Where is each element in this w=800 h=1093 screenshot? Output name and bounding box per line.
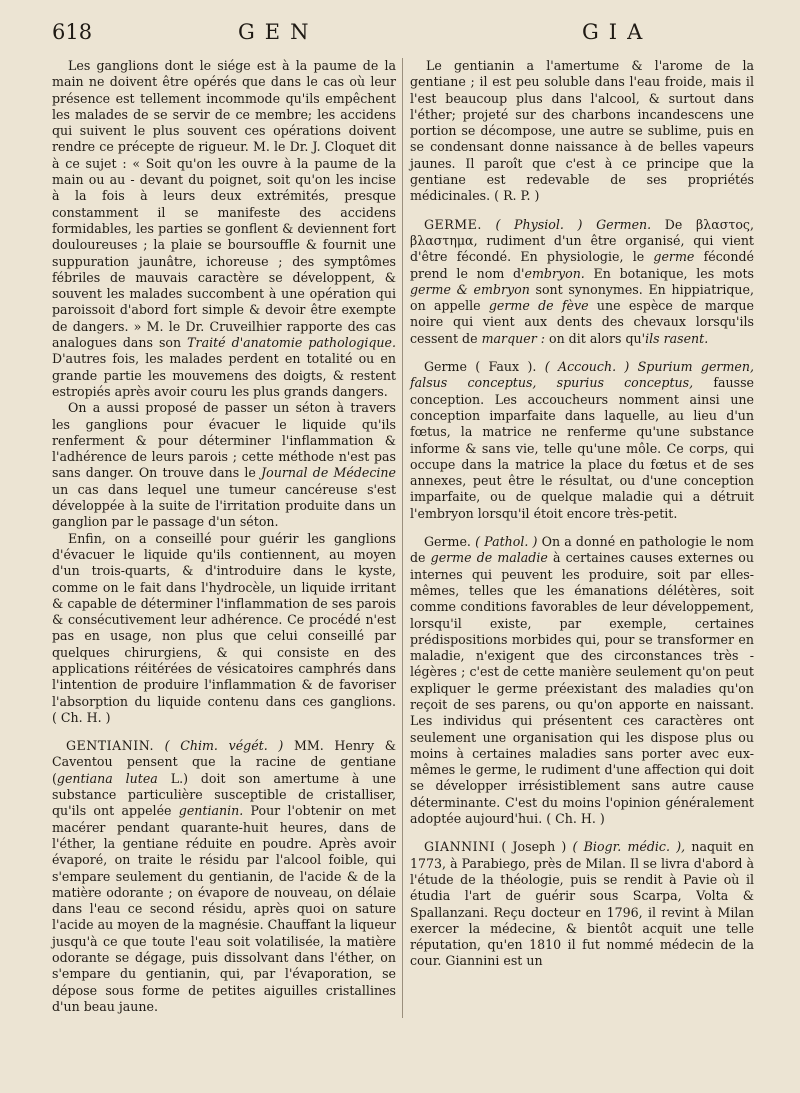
- entry-gentianin: GENTIANIN. ( Chim. végét. ) MM. Henry & Caventou pensent que la racine de gentiane (gentiana lutea L.) doit son amertume à une substance particulière susceptible de cristalliser, qu'ils ont appelée gentianin. Pour l'obtenir on met macérer pendant quarante-huit heures, dans de l'éther, la gentiane réduite en poudre. Après avoir évaporé, on traite le résidu par l'alcool foible, qui s'empare seulement du gentianin, de l'acide & de la matière odorante ; on évapore de nouveau, on délaie dans l'eau ce second résidu, après quoi on sature l'acide au moyen de la magnésie. Chauffant la liqueur jusqu'à ce que toute l'eau soit volatilisée, la matière odorante se dégage, puis dissolvant dans l'éther, on s'empare du gentianin, qui, par l'évaporation, se dépose sous forme de petites aiguilles cristallines d'un beau jaune.: [52, 738, 396, 1014]
- left-running-head: GEN: [238, 20, 319, 44]
- entry-headword: Germe: [424, 359, 467, 375]
- entry-field: ( Accouch. ): [544, 359, 630, 375]
- entry-headword: Germe.: [424, 534, 471, 550]
- author-signature: ( Ch. H. ): [52, 709, 111, 725]
- entry-headword: GIANNINI: [424, 839, 496, 855]
- left-column: [52, 58, 396, 1015]
- entry-germe-faux: Germe ( Faux ). ( Accouch. ) Spurium germen, falsus conceptus, spurius conceptus, fausse conception. Les accoucheurs nomment ainsi une conception imparfaite dans laquelle, au lieu d'un fœtus, la matrice ne renferme qu'une substance informe & sans vie, telle qu'une môle. Ce corps, qui occupe dans la matrice la place du fœtus et de ses annexes, peut être le résultat, ou d'une conception imparfaite, ou de quelque maladie qui a détruit l'embryon lorsqu'il étoit encore très-petit.: [410, 359, 754, 521]
- right-column: [410, 58, 754, 970]
- entry-headword: GENTIANIN.: [66, 738, 154, 754]
- entry-headword: GERME.: [424, 216, 482, 232]
- journal-title: Journal de Médecine: [261, 465, 396, 481]
- entry-germe-physiol: GERME. ( Physiol. ) Germen. De βλαστος, βλαστημα, rudiment d'un être organisé, qui vient d'être fécondé. En physiologie, le germe fécondé prend le nom d'embryon. En botanique, les mots germe & embryon sont synonymes. En hippiatrique, on appelle germe de fève une espèce de marque noire qui vient aux dents des chevaux lorsqu'ils cessent de marquer : on dit alors qu'ils rasent.: [410, 216, 754, 346]
- entry-field: ( Pathol. ): [475, 534, 538, 550]
- running-header: [52, 20, 754, 52]
- column-divider: [402, 58, 403, 1018]
- entry-giannini: GIANNINI ( Joseph ) ( Biogr. médic. ), naquit en 1773, à Parabiego, près de Milan. Il se livra d'abord à l'étude de la théologie, puis se rendit à Pavie où il étudia l'art de guérir sous Scarpa, Volta & Spallanzani. Reçu docteur en 1796, il revint à Milan exercer la médecine, & bientôt acquit une telle réputation, qu'en 1810 il fut nommé médecin de la cour. Giannini est un: [410, 839, 754, 969]
- author-signature: ( Ch. H. ): [546, 811, 605, 827]
- entry-field: ( Physiol. ): [495, 216, 583, 232]
- ganglions-paragraph-3: Enfin, on a conseillé pour guérir les ganglions d'évacuer le liquide qu'ils contiennent, au moyen d'un trois-quarts, & d'introduire dans le kyste, comme on le fait dans l'hydrocèle, un liquide irritant & capable de déterminer l'inflammation de ses parois & consécutivement leur adhérence. Ce procédé n'est pas en usage, non plus que celui conseillé par quelques chirurgiens, & qui consiste en des applications réitérées de vésicatoires camphrés dans l'intention de produire l'inflammation & de favoriser l'absorption du liquide contenu dans ces ganglions. ( Ch. H. ): [52, 530, 396, 725]
- ganglions-paragraph-1: Les ganglions dont le siége est à la paume de la main ne doivent être opérés que dans le cas où leur présence est tellement incommode qu'ils empêchent les malades de se servir de ce membre; les accidens qui suivent le plus souvent ces opérations doivent rendre ce précepte de rigueur. M. le Dr. J. Cloquet dit à ce sujet : « Soit qu'on les ouvre à la paume de la main ou au - devant du poignet, soit qu'on les incise à la fois à leurs deux extrémités, presque constamment il se manifeste des accidens formidables, les parties se gonflent & deviennent fort douloureuses ; la plaie se boursouffle & fournit une suppuration jaunâtre, ichoreuse ; des symptômes fébriles de mauvais caractère se développent, & souvent les malades succombent à une opération qui paroissoit d'abord fort simple & devoir être exempte de dangers. » M. le Dr. Cruveilhier rapporte des cas analogues dans son Traité d'anatomie pathologique. D'autres fois, les malades perdent en totalité ou en grande partie les mouvemens des doigts, & restent estropiés après avoir couru les plus grands dangers.: [52, 58, 396, 399]
- entry-germe-pathol: Germe. ( Pathol. ) On a donné en pathologie le nom de germe de maladie à certaines causes externes ou internes qui peuvent les produire, soit par elles-mêmes, telles que les émanations délétères, soit comme conditions favorables de leur développement, lorsqu'il existe, par exemple, certaines prédispositions morbides qui, pour se transformer en maladie, n'exigent que des circonstances très - légères ; c'est de cette manière seulement qu'on peut expliquer le germe préexistant des maladies qu'on reçoit de ses parens, ou qu'on apporte en naissant. Les individus qui présentent ces caractères ont seulement une organisation qui les dispose plus ou moins à certaines maladies sans porter avec eux-mêmes le germe, le rudiment d'une affection qui doit se développer irrésistiblement sans autre cause déterminante. C'est du moins l'opinion généralement adoptée aujourd'hui. ( Ch. H. ): [410, 534, 754, 827]
- author-signature: ( R. P. ): [494, 188, 540, 204]
- entry-field: ( Biogr. médic. ),: [572, 839, 686, 855]
- book-title: Traité d'anatomie pathologique.: [187, 335, 396, 351]
- entry-field: ( Chim. végét. ): [164, 738, 284, 754]
- right-running-head: GIA: [582, 20, 653, 44]
- gentianin-continuation: Le gentianin a l'amertume & l'arome de la gentiane ; il est peu soluble dans l'eau froide, mais il l'est beaucoup plus dans l'alcool, & surtout dans l'éther; projeté sur des charbons incandescens une portion se décompose, une autre se sublime, puis en se condensant donne naissance à de belles vapeurs jaunes. Il paroît que c'est à ce principe que la gentiane est redevable de ses propriétés médicinales. ( R. P. ): [410, 58, 754, 204]
- ganglions-paragraph-2: On a aussi proposé de passer un séton à travers les ganglions pour évacuer le liquide qu'ils renferment & pour déterminer l'inflammation & l'adhérence de leurs parois ; cette méthode n'est pas sans danger. On trouve dans le Journal de Médecine un cas dans lequel une tumeur cancéreuse s'est développée à la suite de l'irritation produite dans un ganglion par le passage d'un séton.: [52, 400, 396, 530]
- page-number: 618: [52, 20, 93, 44]
